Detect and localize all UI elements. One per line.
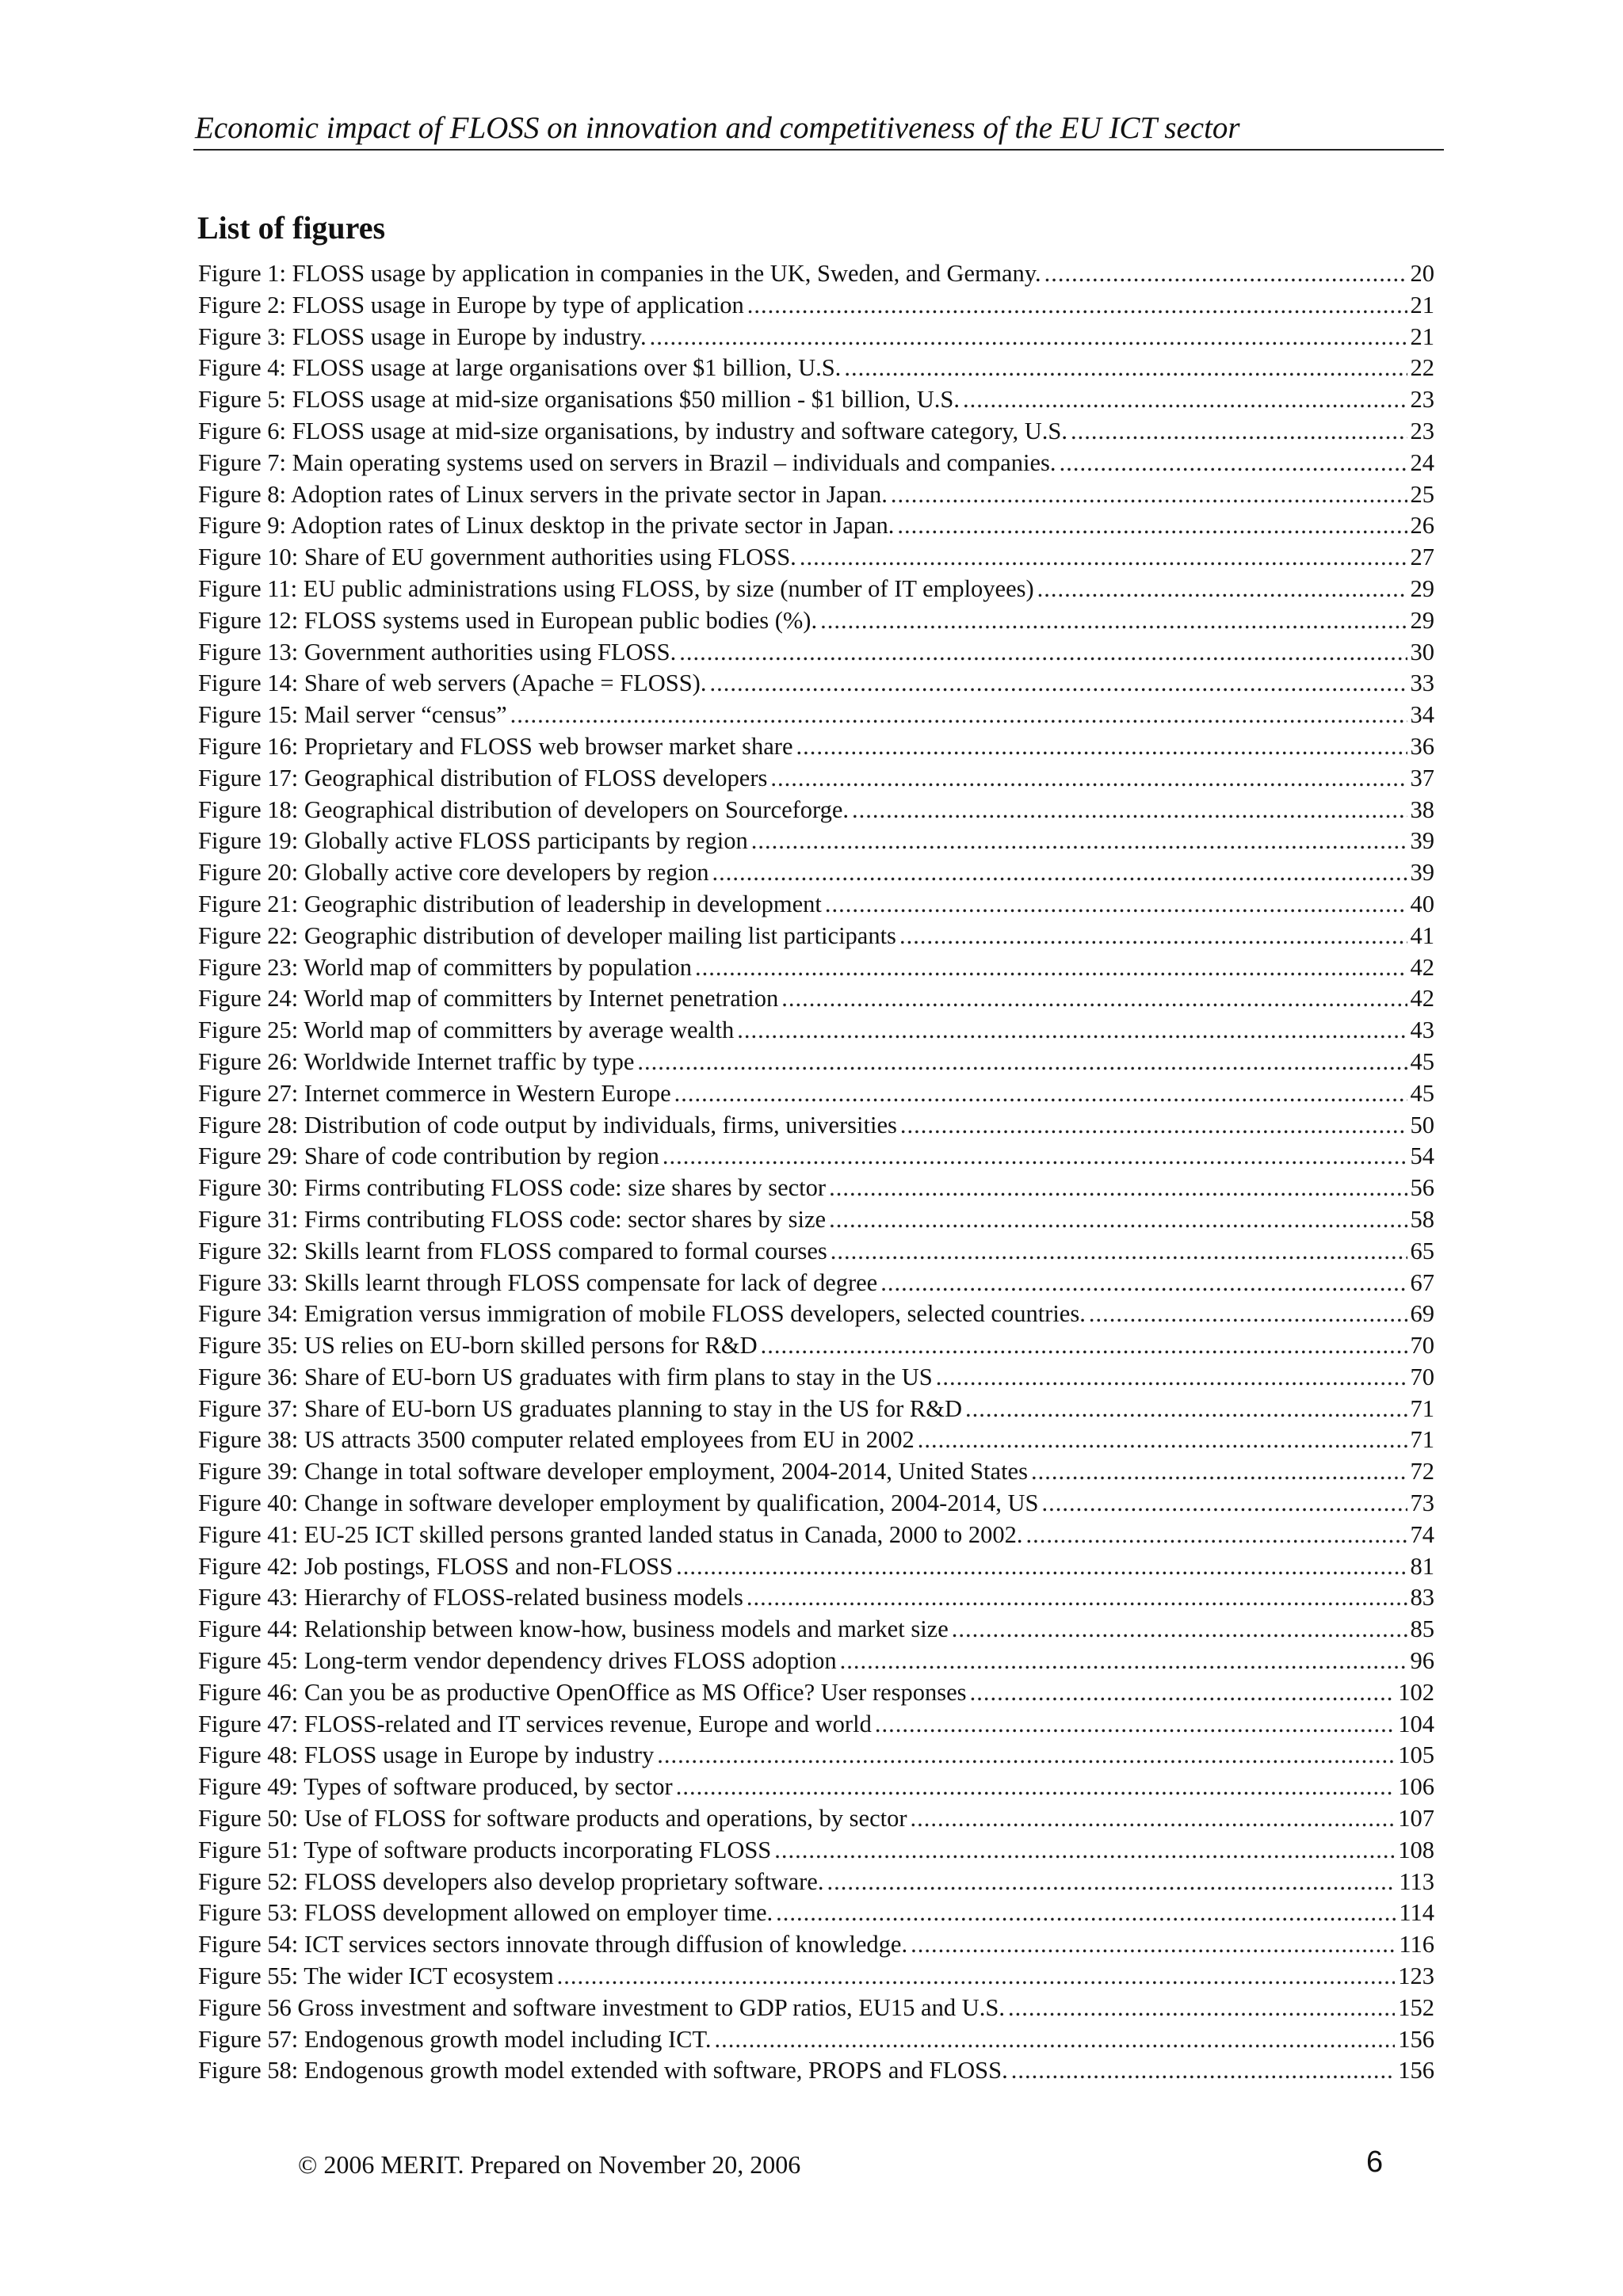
figure-entry[interactable] (198, 1425, 1434, 1456)
dot-leader (1042, 1488, 1407, 1520)
figure-entry[interactable] (198, 290, 1434, 322)
figure-entry[interactable] (198, 1709, 1434, 1741)
figure-entry-label: Figure 56 Gross investment and software investment to GDP ratios, EU15 and U.S. (198, 1993, 1005, 2021)
figure-entry-page: 156 (1398, 2057, 1434, 2084)
figure-entry-label: Figure 5: FLOSS usage at mid-size organisations $50 million - $1 billion, U.S. (198, 386, 960, 414)
figure-entry-label: Figure 46: Can you be as productive OpenOffice as MS Office? User responses (198, 1678, 967, 1706)
dot-leader (751, 826, 1407, 857)
dot-leader (965, 1394, 1407, 1425)
figure-entry-page: 29 (1410, 606, 1434, 634)
figure-entry-label: Figure 22: Geographic distribution of developer mailing list participants (198, 921, 896, 949)
figure-entry-label: Figure 42: Job postings, FLOSS and non-FLOSS (198, 1552, 674, 1580)
figure-entry-page: 81 (1410, 1552, 1434, 1580)
figure-entry-page: 69 (1410, 1300, 1434, 1328)
dot-leader (637, 1047, 1407, 1078)
dot-leader (900, 1110, 1407, 1142)
figure-entry-page: 113 (1399, 1867, 1434, 1895)
figure-entry[interactable] (198, 258, 1434, 290)
figure-entry-label: Figure 27: Internet commerce in Western Europe (198, 1079, 671, 1107)
figure-entry-page: 56 (1410, 1174, 1434, 1202)
dot-leader (712, 857, 1407, 889)
figure-entry[interactable] (198, 1173, 1434, 1204)
figure-entry[interactable] (198, 1551, 1434, 1583)
figure-entry[interactable] (198, 448, 1434, 479)
figure-entry[interactable] (198, 574, 1434, 605)
figure-entry[interactable] (198, 510, 1434, 542)
figure-entry-label: Figure 3: FLOSS usage in Europe by industry. (198, 322, 647, 350)
figure-entry-label: Figure 48: FLOSS usage in Europe by industry (198, 1741, 655, 1769)
figure-entry-page: 96 (1410, 1647, 1434, 1675)
figure-entry-label: Figure 8: Adoption rates of Linux servers in the private sector in Japan. (198, 480, 888, 508)
figure-entry-page: 156 (1398, 2025, 1434, 2053)
figure-entry[interactable] (198, 353, 1434, 384)
figure-entry[interactable] (198, 763, 1434, 795)
dot-leader (1037, 574, 1407, 605)
figure-entry-page: 71 (1410, 1426, 1434, 1454)
dot-leader (557, 1961, 1396, 1993)
dot-leader (911, 1929, 1396, 1961)
figure-entry[interactable] (198, 416, 1434, 448)
figure-entry-label: Figure 49: Types of software produced, by sector (198, 1773, 673, 1801)
figure-entry[interactable] (198, 1677, 1434, 1709)
figure-entry[interactable] (198, 668, 1434, 700)
dot-leader (827, 1867, 1396, 1898)
figure-entry-page: 85 (1410, 1615, 1434, 1643)
figure-entry-label: Figure 45: Long-term vendor dependency drives FLOSS adoption (198, 1647, 837, 1675)
figure-entry[interactable] (198, 1330, 1434, 1362)
dot-leader (825, 889, 1407, 921)
figure-entry[interactable] (198, 1646, 1434, 1677)
figure-entry-label: Figure 53: FLOSS development allowed on employer time. (198, 1899, 773, 1927)
dot-leader (911, 1803, 1396, 1835)
figure-entry-page: 65 (1410, 1237, 1434, 1264)
dot-leader (663, 1141, 1407, 1173)
dot-leader (1044, 258, 1407, 290)
figure-entry-label: Figure 26: Worldwide Internet traffic by type (198, 1047, 635, 1075)
figure-entry-label: Figure 2: FLOSS usage in Europe by type of application (198, 291, 744, 318)
dot-leader (1071, 416, 1407, 448)
dot-leader (1008, 1993, 1395, 2024)
figure-entry-page: 38 (1410, 795, 1434, 823)
figure-entry-page: 30 (1410, 638, 1434, 666)
figure-entry-label: Figure 29: Share of code contribution by region (198, 1142, 659, 1170)
figure-entry[interactable] (198, 1803, 1434, 1835)
figure-entry[interactable] (198, 700, 1434, 731)
dot-leader (781, 983, 1407, 1015)
figure-entry-label: Figure 12: FLOSS systems used in European public bodies (%). (198, 606, 818, 634)
figure-entry-label: Figure 7: Main operating systems used on servers in Brazil – individuals and companies. (198, 448, 1056, 476)
dot-leader (800, 542, 1407, 574)
figure-entry-label: Figure 37: Share of EU-born US graduates planning to stay in the US for R&D (198, 1394, 962, 1422)
figure-entry-page: 114 (1399, 1899, 1434, 1927)
figure-entry-label: Figure 1: FLOSS usage by application in companies in the UK, Sweden, and Germany. (198, 260, 1041, 287)
dot-leader (1060, 448, 1407, 479)
figure-entry-label: Figure 32: Skills learnt from FLOSS compared to formal courses (198, 1237, 827, 1264)
figure-entry-page: 45 (1410, 1079, 1434, 1107)
figure-entry-page: 21 (1410, 322, 1434, 350)
figure-entry-label: Figure 20: Globally active core developers by region (198, 859, 709, 887)
figure-entry-page: 116 (1399, 1931, 1434, 1958)
figure-entry-label: Figure 6: FLOSS usage at mid-size organisations, by industry and software category, U.S. (198, 417, 1067, 444)
figure-entry-page: 123 (1398, 1962, 1434, 1990)
figure-entry-page: 106 (1398, 1773, 1434, 1801)
dot-leader (875, 1709, 1395, 1741)
figure-entry-page: 58 (1410, 1205, 1434, 1233)
figure-entry-label: Figure 52: FLOSS developers also develop proprietary software. (198, 1867, 824, 1895)
figure-entry-page: 45 (1410, 1047, 1434, 1075)
dot-leader (657, 1740, 1395, 1772)
figure-entry-label: Figure 51: Type of software products incorporating FLOSS (198, 1836, 772, 1863)
figure-entry[interactable] (198, 1299, 1434, 1330)
dot-leader (1026, 1520, 1407, 1551)
figure-entry[interactable] (198, 1362, 1434, 1394)
figure-entry[interactable] (198, 1520, 1434, 1551)
figure-entry[interactable] (198, 605, 1434, 637)
figure-entry[interactable] (198, 1078, 1434, 1110)
dot-leader (679, 637, 1407, 669)
figure-entry-page: 37 (1410, 764, 1434, 791)
footer-copyright: © 2006 MERIT. Prepared on November 20, 2006 (298, 2150, 801, 2179)
figure-entry-label: Figure 4: FLOSS usage at large organisations over $1 billion, U.S. (198, 354, 842, 382)
figure-entry-label: Figure 40: Change in software developer employment by qualification, 2004-2014, US (198, 1489, 1039, 1517)
figure-entry-page: 22 (1410, 354, 1434, 382)
figure-entry-label: Figure 11: EU public administrations using FLOSS, by size (number of IT employees) (198, 574, 1034, 602)
figure-entry-label: Figure 39: Change in total software developer employment, 2004-2014, United States (198, 1458, 1028, 1486)
figure-entry[interactable] (198, 637, 1434, 669)
figure-entry-page: 29 (1410, 574, 1434, 602)
figure-entry-page: 21 (1410, 291, 1434, 318)
figure-entry-label: Figure 33: Skills learnt through FLOSS compensate for lack of degree (198, 1268, 878, 1296)
figure-entry[interactable] (198, 1268, 1434, 1299)
figure-entry[interactable] (198, 1835, 1434, 1867)
figure-entry-page: 102 (1398, 1678, 1434, 1706)
figure-entry-page: 67 (1410, 1268, 1434, 1296)
dot-leader (852, 795, 1407, 826)
figure-entry-page: 54 (1410, 1142, 1434, 1170)
figures-list (198, 258, 1434, 2087)
figure-entry-label: Figure 57: Endogenous growth model including ICT. (198, 2025, 712, 2053)
figure-entry-label: Figure 47: FLOSS-related and IT services revenue, Europe and world (198, 1710, 872, 1737)
figure-entry-page: 70 (1410, 1332, 1434, 1360)
figure-entry[interactable] (198, 1772, 1434, 1803)
figure-entry[interactable] (198, 1614, 1434, 1646)
dot-leader (820, 605, 1407, 637)
section-title: List of figures (197, 210, 386, 246)
dot-leader (676, 1551, 1407, 1583)
dot-leader (1031, 1456, 1407, 1488)
figure-entry[interactable] (198, 322, 1434, 353)
figure-entry-label: Figure 18: Geographical distribution of developers on Sourceforge. (198, 795, 850, 823)
dot-leader (952, 1614, 1407, 1646)
dot-leader (747, 290, 1407, 322)
dot-leader (1089, 1299, 1407, 1330)
figure-entry-label: Figure 10: Share of EU government authorities using FLOSS. (198, 543, 796, 571)
dot-leader (674, 1078, 1407, 1110)
figure-entry-label: Figure 24: World map of committers by Internet penetration (198, 985, 779, 1013)
figure-entry-label: Figure 21: Geographic distribution of leadership in development (198, 890, 822, 917)
figure-entry[interactable] (198, 983, 1434, 1015)
figure-entry-page: 34 (1410, 701, 1434, 729)
figure-entry-label: Figure 35: US relies on EU-born skilled persons for R&D (198, 1332, 758, 1360)
figure-entry-label: Figure 38: US attracts 3500 computer related employees from EU in 2002 (198, 1426, 915, 1454)
dot-leader (829, 1173, 1407, 1204)
dot-leader (774, 1835, 1395, 1867)
figure-entry-page: 20 (1410, 260, 1434, 287)
figure-entry-page: 33 (1410, 669, 1434, 697)
dot-leader (936, 1362, 1407, 1394)
dot-leader (709, 668, 1407, 700)
figure-entry-page: 73 (1410, 1489, 1434, 1517)
figure-entry-page: 40 (1410, 890, 1434, 917)
dot-leader (650, 322, 1407, 353)
footer-page-number: 6 (1366, 2145, 1384, 2179)
dot-leader (918, 1425, 1407, 1456)
dot-leader (715, 2024, 1396, 2056)
dot-leader (891, 479, 1407, 511)
dot-leader (844, 353, 1407, 384)
running-header-title: Economic impact of FLOSS on innovation and competitiveness of the EU ICT sector (195, 111, 1240, 145)
figure-entry[interactable] (198, 1047, 1434, 1078)
figure-entry[interactable] (198, 2055, 1434, 2087)
dot-leader (776, 1897, 1396, 1929)
figure-entry[interactable] (198, 1961, 1434, 1993)
figure-entry-label: Figure 55: The wider ICT ecosystem (198, 1962, 554, 1990)
figure-entry[interactable] (198, 921, 1434, 952)
figure-entry-page: 39 (1410, 859, 1434, 887)
figure-entry-page: 23 (1410, 386, 1434, 414)
figure-entry-label: Figure 17: Geographical distribution of FLOSS developers (198, 764, 768, 791)
figure-entry-page: 24 (1410, 448, 1434, 476)
dot-leader (963, 384, 1407, 416)
figure-entry-label: Figure 36: Share of EU-born US graduates with firm plans to stay in the US (198, 1363, 933, 1390)
figure-entry-label: Figure 14: Share of web servers (Apache = FLOSS). (198, 669, 707, 697)
figure-entry-page: 107 (1398, 1805, 1434, 1833)
figure-entry-label: Figure 58: Endogenous growth model extended with software, PROPS and FLOSS. (198, 2057, 1008, 2084)
header-rule (193, 149, 1444, 151)
figure-entry[interactable] (198, 1897, 1434, 1929)
figure-entry-page: 27 (1410, 543, 1434, 571)
figure-entry-page: 83 (1410, 1584, 1434, 1611)
figure-entry[interactable] (198, 795, 1434, 826)
dot-leader (695, 952, 1407, 984)
figure-entry[interactable] (198, 1867, 1434, 1898)
dot-leader (840, 1646, 1407, 1677)
figure-entry-page: 42 (1410, 953, 1434, 981)
figure-entry[interactable] (198, 542, 1434, 574)
figure-entry[interactable] (198, 1141, 1434, 1173)
figure-entry-label: Figure 31: Firms contributing FLOSS code: sector shares by size (198, 1205, 827, 1233)
figure-entry-page: 70 (1410, 1363, 1434, 1390)
figure-entry[interactable] (198, 1993, 1434, 2024)
figure-entry[interactable] (198, 1929, 1434, 1961)
figure-entry[interactable] (198, 1015, 1434, 1047)
figure-entry-page: 72 (1410, 1458, 1434, 1486)
dot-leader (899, 921, 1407, 952)
dot-leader (796, 731, 1407, 763)
figure-entry-page: 108 (1398, 1836, 1434, 1863)
dot-leader (880, 1268, 1407, 1299)
figure-entry[interactable] (198, 384, 1434, 416)
figure-entry-page: 43 (1410, 1016, 1434, 1044)
figure-entry-page: 36 (1410, 732, 1434, 760)
figure-entry-label: Figure 19: Globally active FLOSS participants by region (198, 827, 748, 855)
figure-entry-label: Figure 54: ICT services sectors innovate through diffusion of knowledge. (198, 1931, 908, 1958)
figure-entry-label: Figure 13: Government authorities using FLOSS. (198, 638, 677, 666)
figure-entry-page: 25 (1410, 480, 1434, 508)
figure-entry-page: 71 (1410, 1394, 1434, 1422)
figure-entry[interactable] (198, 1488, 1434, 1520)
figure-entry-label: Figure 23: World map of committers by population (198, 953, 693, 981)
figure-entry[interactable] (198, 1110, 1434, 1142)
figure-entry-page: 74 (1410, 1520, 1434, 1548)
dot-leader (897, 510, 1407, 542)
figure-entry[interactable] (198, 1236, 1434, 1268)
figure-entry[interactable] (198, 479, 1434, 511)
figure-entry[interactable] (198, 2024, 1434, 2056)
dot-leader (970, 1677, 1396, 1709)
dot-leader (737, 1015, 1407, 1047)
figure-entry-page: 104 (1398, 1710, 1434, 1737)
figure-entry-label: Figure 30: Firms contributing FLOSS code: size shares by sector (198, 1174, 827, 1202)
figure-entry-label: Figure 16: Proprietary and FLOSS web browser market share (198, 732, 793, 760)
figure-entry[interactable] (198, 1740, 1434, 1772)
figure-entry-page: 42 (1410, 985, 1434, 1013)
figure-entry-label: Figure 44: Relationship between know-how, business models and market size (198, 1615, 949, 1643)
dot-leader (510, 700, 1407, 731)
figure-entry-label: Figure 28: Distribution of code output by individuals, firms, universities (198, 1111, 897, 1138)
figure-entry[interactable] (198, 1394, 1434, 1425)
dot-leader (829, 1204, 1407, 1236)
figure-entry-page: 23 (1410, 417, 1434, 444)
dot-leader (770, 763, 1407, 795)
figure-entry[interactable] (198, 1456, 1434, 1488)
figure-entry-label: Figure 50: Use of FLOSS for software products and operations, by sector (198, 1805, 907, 1833)
figure-entry-page: 105 (1398, 1741, 1434, 1769)
dot-leader (761, 1330, 1407, 1362)
figure-entry[interactable] (198, 889, 1434, 921)
figure-entry-page: 50 (1410, 1111, 1434, 1138)
figure-entry-page: 41 (1410, 921, 1434, 949)
dot-leader (1011, 2055, 1396, 2087)
figure-entry[interactable] (198, 731, 1434, 763)
figure-entry-page: 152 (1398, 1993, 1434, 2021)
figure-entry[interactable] (198, 826, 1434, 857)
figure-entry-page: 39 (1410, 827, 1434, 855)
dot-leader (831, 1236, 1407, 1268)
figure-entry-label: Figure 34: Emigration versus immigration of mobile FLOSS developers, selected countries. (198, 1300, 1086, 1328)
figure-entry[interactable] (198, 952, 1434, 984)
figure-entry[interactable] (198, 857, 1434, 889)
figure-entry-label: Figure 15: Mail server “census” (198, 701, 507, 729)
dot-leader (676, 1772, 1396, 1803)
figure-entry-label: Figure 9: Adoption rates of Linux desktop in the private sector in Japan. (198, 512, 895, 540)
dot-leader (747, 1582, 1407, 1614)
figure-entry-page: 26 (1410, 512, 1434, 540)
figure-entry-label: Figure 41: EU-25 ICT skilled persons granted landed status in Canada, 2000 to 2002. (198, 1520, 1023, 1548)
figure-entry[interactable] (198, 1204, 1434, 1236)
figure-entry[interactable] (198, 1582, 1434, 1614)
figure-entry-label: Figure 25: World map of committers by average wealth (198, 1016, 735, 1044)
figure-entry-label: Figure 43: Hierarchy of FLOSS-related business models (198, 1584, 743, 1611)
